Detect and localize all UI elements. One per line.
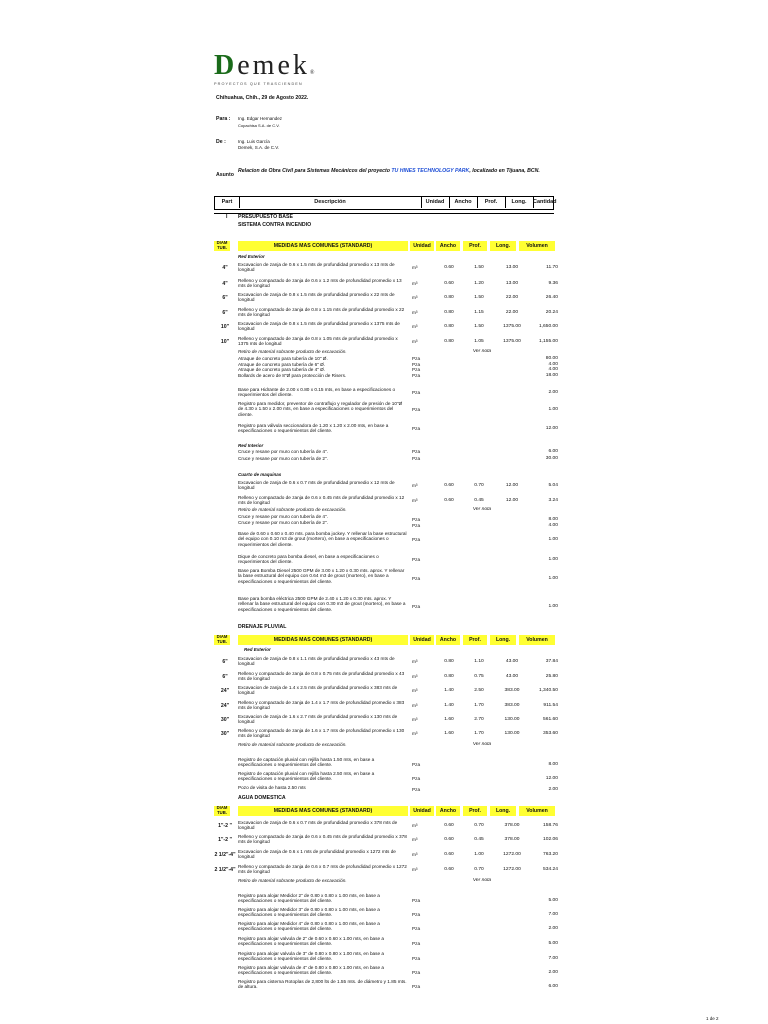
unidad-cell: Pza: [412, 912, 421, 917]
unidad-cell: Pza: [412, 970, 421, 975]
asunto-text-1: Relacion de Obra Civil para Sistemas Mecánicos del proyecto: [238, 168, 392, 174]
red-exterior-heading-2: Red Exterior: [244, 647, 271, 652]
unidad-cell: m³: [412, 498, 418, 503]
ancho-cell: 0.60: [444, 837, 454, 842]
long-cell: 13.00: [505, 281, 519, 286]
unidad-cell: Pza: [412, 776, 421, 781]
long-cell: 12.00: [505, 483, 519, 488]
col-part: Part: [215, 197, 240, 208]
section-number: I: [226, 214, 228, 220]
cantidad-cell: 2.00: [548, 787, 558, 792]
description-cell: Registro para alojar Medidor 2" de 0.80 x 0.80 x 1.00 mts, en base a especificaciones o requerimientos del cliente.: [238, 893, 380, 904]
description-cell: Relleno y compactado de zanja de 1.4 x 1.7 mts de profundidad promedio x 383 mts de longitud: [238, 700, 405, 711]
unidad-cell: m³: [412, 852, 418, 857]
description-cell: Excavacion de zanja de 1.6 x 2.7 mts de profundidad promedio x 130 mts de longitud: [238, 714, 398, 725]
prof-cell: 0.70: [474, 483, 484, 488]
description-cell: Registro para medidor, preventor de contraflujo y regulador de presión de 10"Ø de 4.30 x 1.50 x 2.00 mts, en base a especificaciones o requerimientos del cliente.: [238, 401, 403, 417]
unidad-header: Unidad: [410, 806, 434, 816]
unidad-cell: Pza: [412, 523, 421, 528]
long-cell: 1375.00: [503, 339, 521, 344]
de-label: De :: [216, 139, 226, 145]
description-cell: Registro de captación pluvial con rejilla hasta 1.50 mts, en base a especificaciones o requerimientos del cliente.: [238, 757, 375, 768]
prof-cell: 1.20: [474, 281, 484, 286]
unidad-cell: m³: [412, 659, 418, 664]
prof-cell: 0.70: [474, 823, 484, 828]
diam-header: DIAM TUB.: [214, 806, 230, 816]
cantidad-cell: 7.00: [548, 912, 558, 917]
volumen-cell: 1,340.50: [538, 688, 558, 693]
description-cell: Excavacion de zanja de 0.6 x 1 mts de profundidad promedio x 1272 mts de longitud: [238, 849, 396, 860]
letter-date: Chihuahua, Chih., 29 de Agosto 2022.: [216, 95, 309, 101]
unidad-cell: m³: [412, 310, 418, 315]
cantidad-cell: 18.00: [545, 373, 558, 378]
ancho-cell: 0.80: [444, 295, 454, 300]
unidad-cell: Pza: [412, 517, 421, 522]
long-cell: 13.00: [505, 265, 519, 270]
unidad-cell: m³: [412, 295, 418, 300]
unidad-cell: m³: [412, 717, 418, 722]
long-header: Long.: [490, 241, 516, 251]
description-cell: Relleno y compactado de zanja de 0.8 x 1.15 mts de profundidad promedio x 22 mts de longitud: [238, 307, 405, 318]
long-header: Long.: [490, 635, 516, 645]
col-unidad: Unidad: [421, 197, 450, 208]
prof-cell: 1.15: [474, 310, 484, 315]
cantidad-cell: 4.00: [548, 362, 558, 367]
description-cell: Relleno y compactado de zanja de 0.8 x 0.75 mts de profundidad promedio x 43 mts de longitud: [238, 671, 405, 682]
ver-nota: Ver nota: [472, 349, 492, 354]
description-cell: Relleno y compactado de zanja de 0.6 x 1.2 mts de profundidad promedio x 13 mts de longitud: [238, 278, 402, 289]
red-exterior-heading: Red Exterior: [238, 254, 265, 259]
prof-cell: 0.70: [474, 867, 484, 872]
prof-header: Prof.: [463, 806, 487, 816]
col-prof: Prof.: [477, 197, 506, 208]
ancho-cell: 1.40: [444, 688, 454, 693]
description-cell: Bollards de acero de 8"Ø para protección de Risers.: [238, 373, 347, 378]
cantidad-cell: 2.00: [548, 390, 558, 395]
para-name: Ing. Edgar Hernandez: [238, 116, 283, 121]
de-company: Demek, S.A. de C.V.: [238, 145, 280, 150]
prof-cell: 1.70: [474, 703, 484, 708]
ancho-cell: 1.60: [444, 731, 454, 736]
volumen-cell: 25.80: [545, 674, 558, 679]
subsection-drenaje-pluvial: DRENAJE PLUVIAL: [238, 624, 287, 630]
volumen-cell: 1,155.00: [538, 339, 558, 344]
description-cell: Registro de captación pluvial con rejilla hasta 2.50 mts, en base a especificaciones o requerimientos del cliente.: [238, 771, 375, 782]
description-cell: Cruce y resane por muro con tubería de 4".: [238, 449, 328, 454]
unidad-cell: Pza: [412, 898, 421, 903]
description-cell: Relleno y compactado de zanja de 0.6 x 0.45 mts de profundidad promedio x 378 mts de longitud: [238, 834, 407, 845]
volumen-cell: 534.24: [543, 867, 558, 872]
unidad-cell: Pza: [412, 390, 421, 395]
prof-header: Prof.: [463, 635, 487, 645]
diam-cell: 10": [220, 324, 230, 330]
medidas-header: MEDIDAS MAS COMUNES (STANDARD): [238, 806, 408, 816]
description-cell: Excavacion de zanja de 0.6 x 0.7 mts de profundidad promedio x 12 mts de longitud: [238, 480, 395, 491]
ancho-cell: 0.60: [444, 483, 454, 488]
long-cell: 22.00: [505, 310, 519, 315]
description-cell: Cruce y resane por muro con tubería de 2".: [238, 456, 328, 461]
description-cell: Base para Bomba Diesel 2500 GPM de 3.00 x 1.20 x 0.30 mts. aprox. Y rellenar la base estructural del equipo con 0.64 m3 de grout (mortero), en base a especificaciones o requerimientos del cliente.: [238, 568, 405, 584]
prof-cell: 1.05: [474, 339, 484, 344]
diam-cell: 2 1/2"-4": [214, 867, 236, 873]
description-cell: Base para Hidrante de 2.00 x 0.80 x 0.15 mts, en base a especificaciones o requerimientos del cliente.: [238, 387, 396, 398]
long-cell: 43.00: [505, 659, 519, 664]
ancho-cell: 0.60: [444, 852, 454, 857]
logo-tagline: PROYECTOS QUE TRASCIENDEN: [214, 82, 303, 86]
ancho-cell: 0.80: [444, 339, 454, 344]
volumen-cell: 26.40: [545, 295, 558, 300]
ancho-cell: 0.80: [444, 324, 454, 329]
col-long: Long.: [505, 197, 534, 208]
cantidad-cell: 2.00: [548, 926, 558, 931]
ancho-cell: 1.40: [444, 703, 454, 708]
long-cell: 43.00: [505, 674, 519, 679]
unidad-cell: m³: [412, 867, 418, 872]
ver-nota: Ver nota: [472, 507, 492, 512]
cantidad-cell: 6.00: [548, 984, 558, 989]
prof-cell: 0.75: [474, 674, 484, 679]
ancho-cell: 0.60: [444, 867, 454, 872]
asunto-text: [238, 168, 558, 174]
description-cell: Excavacion de zanja de 0.8 x 1.5 mts de profundidad promedio x 22 mts de longitud: [238, 292, 395, 303]
volumen-cell: 11.70: [546, 265, 558, 270]
asunto-project: TU HINES TECHNOLOGY PARK: [391, 168, 470, 174]
description-cell: Relleno y compactado de zanja de 0.8 x 1.05 mts de profundidad promedio x 1375 mts de longitud: [238, 336, 398, 347]
cantidad-cell: 1.00: [548, 557, 558, 562]
yellow-header-bar-1: [214, 241, 550, 251]
unidad-header: Unidad: [410, 241, 434, 251]
company-logo: [214, 50, 317, 86]
volumen-cell: 9.36: [548, 281, 558, 286]
prof-cell: 1.50: [474, 295, 484, 300]
ancho-cell: 0.80: [444, 674, 454, 679]
cantidad-cell: 80.00: [545, 356, 558, 361]
long-cell: 1375.00: [503, 324, 521, 329]
volumen-cell: 1,650.00: [538, 324, 558, 329]
diam-cell: 6": [222, 659, 228, 665]
unidad-cell: Pza: [412, 456, 421, 461]
volumen-cell: 763.20: [543, 852, 558, 857]
volumen-cell: 158.76: [543, 823, 558, 828]
diam-cell: 6": [222, 310, 228, 316]
ancho-header: Ancho: [436, 806, 460, 816]
ver-nota: Ver nota: [472, 742, 492, 747]
asunto-text-2: , localizado en Tijuana, BCN.: [469, 168, 540, 174]
description-cell: Excavacion de zanja de 0.8 x 1.1 mts de profundidad promedio x 43 mts de longitud: [238, 656, 395, 667]
description-cell: Registro para cisterna Rotoplas de 2,800 lts de 1.55 mts. de diámetro y 1.85 mts. de altura.: [238, 979, 407, 990]
col-descripcion: Descripción: [239, 197, 422, 208]
unidad-cell: Pza: [412, 426, 421, 431]
unidad-cell: m³: [412, 265, 418, 270]
para-label: Para :: [216, 116, 231, 122]
diam-cell: 1"-2 ": [218, 837, 232, 843]
unidad-cell: Pza: [412, 984, 421, 989]
long-cell: 1272.00: [503, 867, 521, 872]
description-cell: Relleno y compactado de zanja de 0.6 x 0.45 mts de profundidad promedio x 12 mts de longitud: [238, 495, 405, 506]
cantidad-cell: 7.00: [548, 956, 558, 961]
diam-cell: 2 1/2"-4": [214, 852, 236, 858]
asunto-label: Asunto: [216, 172, 234, 178]
diam-header: DIAM TUB.: [214, 241, 230, 251]
long-cell: 378.00: [504, 837, 520, 842]
unidad-cell: Pza: [412, 956, 421, 961]
diam-cell: 6": [222, 295, 228, 301]
prof-cell: 1.50: [474, 324, 484, 329]
de-name: Ing. Luis García: [238, 139, 270, 144]
cantidad-cell: 12.00: [545, 426, 558, 431]
medidas-header: MEDIDAS MAS COMUNES (STANDARD): [238, 635, 408, 645]
unidad-cell: Pza: [412, 537, 421, 542]
unidad-cell: Pza: [412, 373, 421, 378]
subsection-contra-incendio: SISTEMA CONTRA INCENDIO: [238, 222, 312, 228]
unidad-cell: m³: [412, 339, 418, 344]
diam-cell: 30": [220, 731, 230, 737]
cantidad-cell: 8.00: [548, 517, 558, 522]
volumen-cell: 561.60: [543, 717, 558, 722]
retiro-text: Retiro de material sobrante producto de excavación.: [238, 507, 347, 512]
unidad-cell: m³: [412, 703, 418, 708]
unidad-cell: Pza: [412, 604, 421, 609]
description-cell: Base de 0.60 x 0.60 x 0.40 mts. para bomba jockey. Y rellenar la base estructural del equipo con 0.10 m3 de grout (mortero), en base a especificaciones o requerimientos del cliente.: [238, 531, 407, 547]
volumen-cell: 353.60: [543, 731, 558, 736]
logo-wordmark: Demek®: [214, 50, 318, 81]
description-cell: Relleno y compactado de zanja de 1.6 x 1.7 mts de profundidad promedio x 130 mts de longitud: [238, 728, 405, 739]
retiro-text: Retiro de material sobrante producto de excavación.: [238, 349, 347, 354]
prof-cell: 1.10: [474, 659, 484, 664]
description-cell: Atraque de concreto para tubería de 10" Ø.: [238, 356, 328, 361]
col-cantidad: Cantidad: [533, 199, 557, 205]
subsection-agua-domestica: AGUA DOMESTICA: [238, 795, 286, 801]
unidad-cell: Pza: [412, 557, 421, 562]
description-cell: Registro para alojar valvula de 4" de 0.80 x 0.80 x 1.00 mts, en base a especificaciones o requerimientos del cliente.: [238, 965, 385, 976]
description-cell: Relleno y compactado de zanja de 0.6 x 0.7 mts de profundidad promedio x 1272 mts de longitud: [238, 864, 407, 875]
diam-cell: 24": [220, 703, 230, 709]
col-ancho: Ancho: [449, 197, 478, 208]
long-cell: 383.00: [504, 688, 520, 693]
diam-header: DIAM TUB.: [214, 635, 230, 645]
long-header: Long.: [490, 806, 516, 816]
unidad-cell: m³: [412, 674, 418, 679]
long-cell: 1272.00: [503, 852, 521, 857]
cantidad-cell: 4.00: [548, 523, 558, 528]
prof-cell: 2.50: [474, 688, 484, 693]
description-cell: Cruce y resane por muro con tubería de 2".: [238, 520, 328, 525]
diam-cell: 4": [222, 265, 228, 271]
volumen-header: Volumen: [519, 635, 555, 645]
diam-cell: 6": [222, 674, 228, 680]
ancho-cell: 0.60: [444, 823, 454, 828]
cantidad-cell: 5.00: [548, 941, 558, 946]
diam-cell: 1"-2 ": [218, 823, 232, 829]
registered-mark: ®: [309, 70, 318, 76]
ancho-cell: 0.80: [444, 310, 454, 315]
long-cell: 383.00: [504, 703, 520, 708]
unidad-cell: Pza: [412, 367, 421, 372]
page-number: 1 de 2: [706, 1016, 719, 1021]
yellow-header-bar-2: [214, 635, 550, 645]
description-cell: Excavacion de zanja de 0.8 x 1.5 mts de profundidad promedio x 1375 mts de longitud: [238, 321, 400, 332]
unidad-cell: m³: [412, 483, 418, 488]
cantidad-cell: 6.00: [548, 449, 558, 454]
retiro-text: Retiro de material sobrante producto de excavación.: [238, 878, 347, 883]
unidad-cell: Pza: [412, 926, 421, 931]
unidad-cell: Pza: [412, 449, 421, 454]
unidad-cell: Pza: [412, 356, 421, 361]
long-cell: 12.00: [505, 498, 519, 503]
ver-nota: Ver nota: [472, 878, 492, 883]
unidad-cell: Pza: [412, 407, 421, 412]
ancho-header: Ancho: [436, 241, 460, 251]
description-cell: Cruce y resane por muro con tubería de 4".: [238, 514, 328, 519]
volumen-header: Volumen: [519, 241, 555, 251]
description-cell: Registro para alojar valvula de 2" de 0.60 x 0.60 x 1.00 mts, en base a especificaciones o requerimientos del cliente.: [238, 936, 385, 947]
prof-cell: 1.00: [474, 852, 484, 857]
cantidad-cell: 1.00: [548, 537, 558, 542]
long-cell: 130.00: [504, 731, 520, 736]
ancho-header: Ancho: [436, 635, 460, 645]
description-cell: Dique de concreto para bomba diesel, en base a especificaciones o requerimientos del cliente.: [238, 554, 379, 565]
unidad-cell: m³: [412, 281, 418, 286]
cuarto-maquinas-heading: Cuarto de maquinas: [238, 472, 282, 477]
description-cell: Registro para alojar valvula de 3" de 0.80 x 0.80 x 1.00 mts, en base a especificaciones o requerimientos del cliente.: [238, 951, 385, 962]
prof-cell: 2.70: [474, 717, 484, 722]
volumen-cell: 37.84: [545, 659, 558, 664]
diam-cell: 24": [220, 688, 230, 694]
long-cell: 130.00: [504, 717, 520, 722]
unidad-cell: Pza: [412, 576, 421, 581]
volumen-cell: 5.04: [548, 483, 558, 488]
volumen-cell: 102.06: [543, 837, 558, 842]
diam-cell: 4": [222, 281, 228, 287]
volumen-cell: 20.24: [545, 310, 558, 315]
unidad-cell: Pza: [412, 362, 421, 367]
description-cell: Base para bomba eléctrica 2500 GPM de 2.40 x 1.20 x 0.30 mts. aprox. Y rellenar la base estructural del equipo con 0.30 m3 de grout (mortero), en base a especificaciones o requerimientos del cliente.: [238, 596, 406, 612]
prof-cell: 0.45: [474, 837, 484, 842]
diam-cell: 10": [220, 339, 230, 345]
description-cell: Excavacion de zanja de 0.6 x 0.7 mts de profundidad promedio x 378 mts de longitud: [238, 820, 398, 831]
red-interior-heading: Red Interior: [238, 443, 264, 448]
unidad-header: Unidad: [410, 635, 434, 645]
ancho-cell: 1.60: [444, 717, 454, 722]
diam-cell: 30": [220, 717, 230, 723]
unidad-cell: m³: [412, 823, 418, 828]
description-cell: Atraque de concreto para tubería de 6" Ø.: [238, 362, 326, 367]
cantidad-cell: 1.00: [548, 604, 558, 609]
section-title: PRESUPUESTO BASE: [238, 214, 293, 220]
cantidad-cell: 4.00: [548, 367, 558, 372]
unidad-cell: Pza: [412, 787, 421, 792]
retiro-text: Retiro de material sobrante producto de excavación.: [238, 742, 347, 747]
unidad-cell: m³: [412, 731, 418, 736]
ancho-cell: 0.80: [444, 659, 454, 664]
ancho-cell: 0.60: [444, 281, 454, 286]
prof-cell: 1.70: [474, 731, 484, 736]
medidas-header: MEDIDAS MAS COMUNES (STANDARD): [238, 241, 408, 251]
prof-cell: 1.50: [474, 265, 484, 270]
cantidad-cell: 1.00: [548, 576, 558, 581]
description-cell: Registro para válvula seccionadora de 1.20 x 1.20 x 2.00 mts, en base a especificaciones o requerimientos del cliente.: [238, 423, 389, 434]
long-cell: 22.00: [505, 295, 519, 300]
unidad-cell: m³: [412, 688, 418, 693]
volumen-cell: 911.54: [543, 703, 558, 708]
cantidad-cell: 1.00: [548, 407, 558, 412]
unidad-cell: Pza: [412, 762, 421, 767]
description-cell: Pozo de visita de hasta 2.50 mts: [238, 785, 306, 790]
long-cell: 378.00: [504, 823, 520, 828]
description-cell: Registro para alojar Medidor 3" de 0.80 x 0.80 x 1.00 mts, en base a especificaciones o requerimientos del cliente.: [238, 907, 380, 918]
para-company: Copachisa S.A. de C.V.: [238, 123, 280, 128]
table-header: [214, 196, 557, 210]
cantidad-cell: 30.00: [545, 456, 558, 461]
description-cell: Excavacion de zanja de 0.6 x 1.5 mts de profundidad promedio x 13 mts de longitud: [238, 262, 395, 273]
volumen-header: Volumen: [519, 806, 555, 816]
cantidad-cell: 5.00: [548, 898, 558, 903]
prof-cell: 0.45: [474, 498, 484, 503]
cantidad-cell: 2.00: [548, 970, 558, 975]
description-cell: Registro para alojar Medidor 4" de 0.80 x 0.80 x 1.00 mts, en base a especificaciones o requerimientos del cliente.: [238, 921, 380, 932]
unidad-cell: Pza: [412, 941, 421, 946]
prof-header: Prof.: [463, 241, 487, 251]
description-cell: Atraque de concreto para tubería de 4" Ø.: [238, 367, 326, 372]
yellow-header-bar-3: [214, 806, 550, 816]
cantidad-cell: 8.00: [548, 762, 558, 767]
cantidad-cell: 12.00: [545, 776, 558, 781]
description-cell: Excavacion de zanja de 1.4 x 2.5 mts de profundidad promedio x 383 mts de longitud: [238, 685, 398, 696]
ancho-cell: 0.60: [444, 265, 454, 270]
ancho-cell: 0.60: [444, 498, 454, 503]
unidad-cell: m³: [412, 837, 418, 842]
unidad-cell: m³: [412, 324, 418, 329]
volumen-cell: 3.24: [548, 498, 558, 503]
